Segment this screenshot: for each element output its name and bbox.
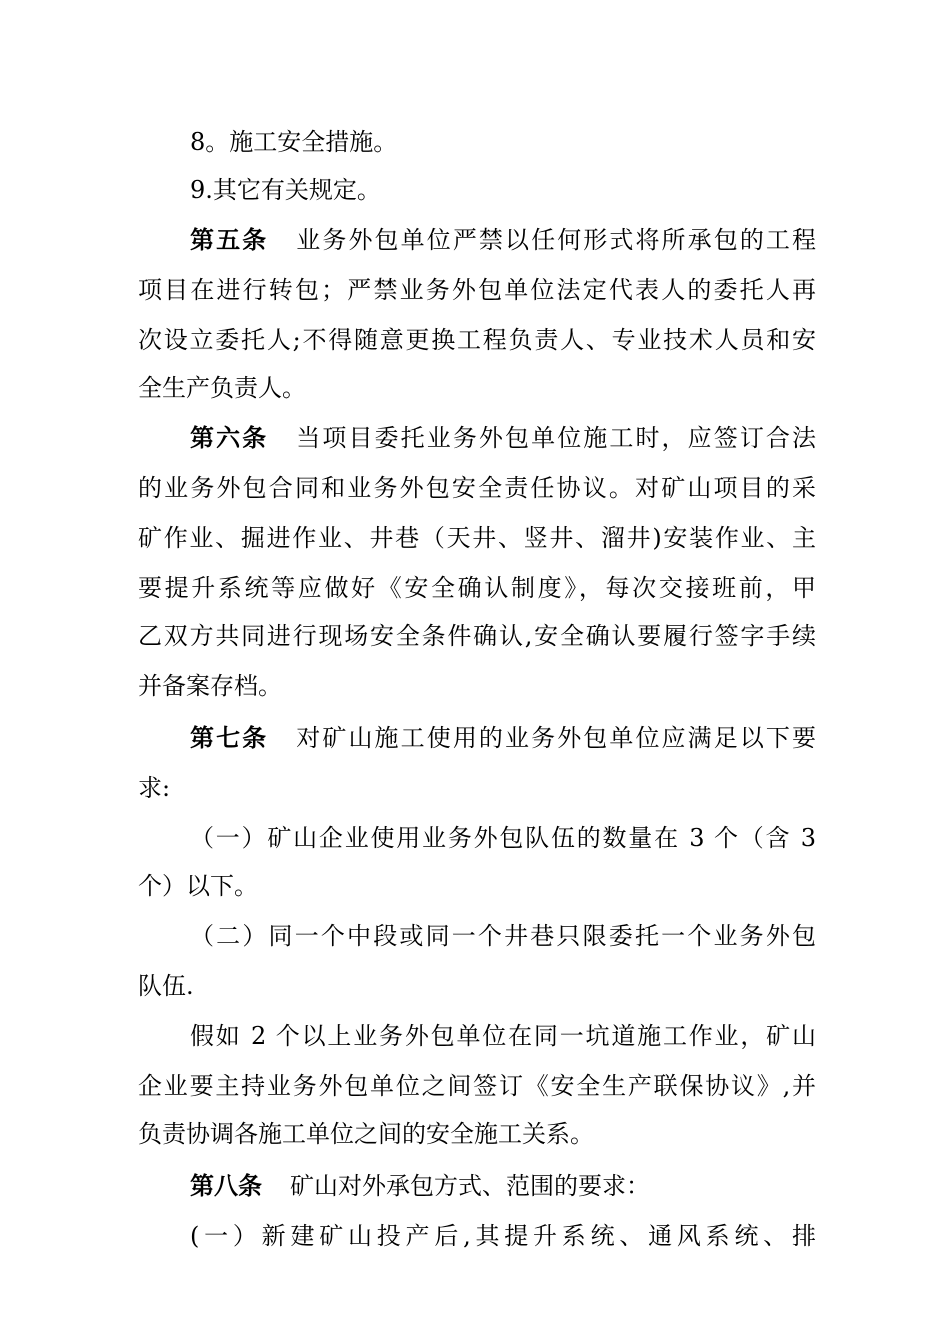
article-8-sub-1: (一）新建矿山投产后,其提升系统、通风系统、排 [190, 1222, 816, 1250]
article-6-first-line [138, 422, 816, 454]
article-6-label: 第六条 [190, 423, 269, 452]
article-7-para: 假如 2 个以上业务外包单位在同一坑道施工作业，矿山 [190, 1022, 816, 1050]
article-8-first-line [138, 1170, 816, 1202]
article-7-line: 求: [138, 774, 171, 802]
article-8-label: 第八条 [190, 1171, 262, 1200]
article-7-label: 第七条 [190, 723, 269, 752]
article-5-first-line [138, 224, 816, 256]
article-6-text: 当项目委托业务外包单位施工时，应签订合法 [296, 424, 817, 452]
article-7-sub-2: （二）同一个中段或同一个井巷只限委托一个业务外包 [190, 922, 816, 950]
article-6-line: 要提升系统等应做好《安全确认制度》，每次交接班前，甲 [138, 574, 816, 602]
article-8-text: 矿山对外承包方式、范围的要求： [290, 1172, 650, 1200]
article-7-first-line [138, 722, 816, 754]
list-item-8: 8。施工安全措施。 [190, 128, 398, 156]
article-7-para-line: 企业要主持业务外包单位之间签订《安全生产联保协议》,并 [138, 1072, 816, 1100]
article-5-text: 业务外包单位严禁以任何形式将所承包的工程 [296, 226, 817, 254]
article-5-line: 次设立委托人;不得随意更换工程负责人、专业技术人员和安 [138, 326, 816, 354]
list-item-9: 9.其它有关规定。 [190, 176, 381, 204]
article-6-line: 矿作业、掘进作业、井巷（天井、竖井、溜井)安装作业、主 [138, 524, 816, 552]
article-6-line: 并备案存档。 [138, 672, 282, 700]
article-6-line: 的业务外包合同和业务外包安全责任协议。对矿山项目的采 [138, 474, 816, 502]
article-5-line: 项目在进行转包；严禁业务外包单位法定代表人的委托人再 [138, 276, 816, 304]
article-7-sub-2-cont: 队伍. [138, 972, 194, 1000]
article-5-line: 全生产负责人。 [138, 374, 306, 402]
article-7-sub-1: （一）矿山企业使用业务外包队伍的数量在 3 个（含 3 [190, 824, 816, 852]
article-6-line: 乙双方共同进行现场安全条件确认,安全确认要履行签字手续 [138, 622, 816, 650]
article-7-para-line: 负责协调各施工单位之间的安全施工关系。 [138, 1120, 594, 1148]
article-7-sub-1-cont: 个）以下。 [138, 872, 258, 900]
article-7-text: 对矿山施工使用的业务外包单位应满足以下要 [296, 724, 817, 752]
article-5-label: 第五条 [190, 225, 269, 254]
